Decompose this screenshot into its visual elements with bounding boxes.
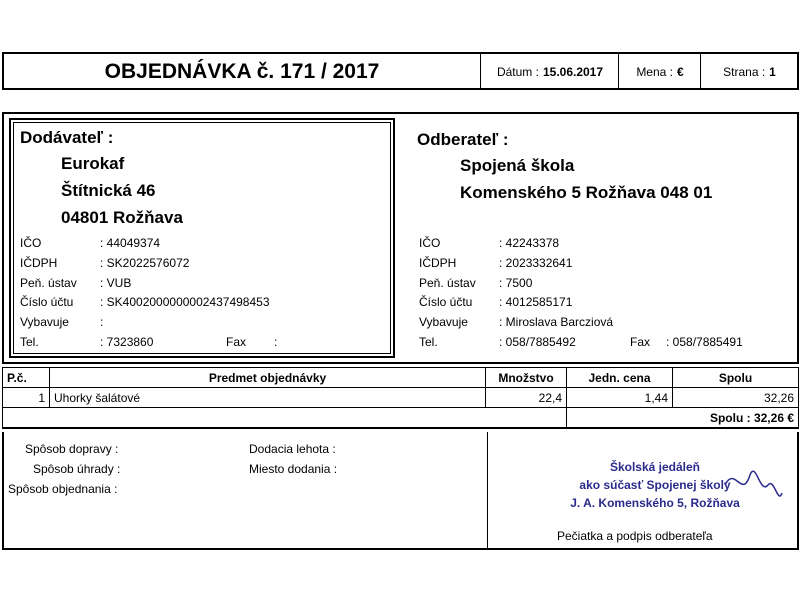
transport-label: Spôsob dopravy : [25, 442, 119, 456]
date-cell [480, 54, 619, 90]
header-qty: Množstvo [486, 368, 567, 388]
customer-icdph-value: : 2023332641 [499, 256, 573, 270]
supplier-fax-label: Fax [226, 335, 247, 349]
row-price: 1,44 [567, 388, 673, 408]
supplier-ico-label: IČO [20, 236, 42, 250]
supplier-account-value: : SK4002000000002437498453 [100, 295, 270, 309]
page-label: Strana : [723, 65, 766, 79]
table-row [3, 388, 799, 408]
page-cell [700, 54, 798, 90]
customer-bank [419, 276, 532, 290]
customer-bank-label: Peň. ústav [419, 276, 476, 290]
supplier-handler-label: Vybavuje [20, 315, 69, 329]
supplier-fax [226, 335, 277, 349]
customer-ico-value: : 42243378 [499, 236, 560, 250]
customer-bank-value: : 7500 [499, 276, 533, 290]
supplier-account-label: Číslo účtu [20, 295, 74, 309]
row-pc: 1 [3, 388, 50, 408]
header-item: Predmet objednávky [50, 368, 486, 388]
customer-handler-value: : Miroslava Barcziová [499, 315, 614, 329]
customer-account-value: : 4012585171 [499, 295, 573, 309]
customer-address: Komenského 5 Rožňava 048 01 [460, 183, 713, 202]
customer-fax-value: : 058/7885491 [666, 335, 743, 349]
ordering-label: Spôsob objednania : [8, 482, 118, 496]
signature-label: Pečiatka a podpis odberateľa [557, 529, 713, 543]
customer-tel-value: : 058/7885492 [499, 335, 576, 349]
supplier-icdph [20, 256, 189, 270]
supplier-ico-value: : 44049374 [100, 236, 161, 250]
date-value: 15.06.2017 [542, 65, 604, 79]
footer-divider [487, 432, 488, 550]
customer-account [419, 295, 572, 309]
items-table [2, 367, 799, 429]
customer-ico-label: IČO [419, 236, 441, 250]
customer-name: Spojená škola [460, 156, 575, 175]
supplier-handler [20, 315, 103, 329]
customer-title: Odberateľ : [417, 130, 509, 149]
customer-fax-label: Fax [630, 335, 651, 349]
currency-label: Mena : [636, 65, 673, 79]
supplier-tel [20, 335, 153, 349]
customer-handler [419, 315, 613, 329]
signature [720, 455, 790, 515]
supplier-bank [20, 276, 131, 290]
supplier-tel-label: Tel. [20, 335, 39, 349]
supplier-handler-value: : [100, 315, 104, 329]
row-item: Uhorky šalátové [50, 388, 486, 408]
sum-row [3, 408, 799, 429]
customer-tel [419, 335, 576, 349]
supplier-icdph-label: IČDPH [20, 256, 58, 270]
row-qty: 22,4 [486, 388, 567, 408]
payment-label: Spôsob úhrady : [33, 462, 121, 476]
supplier-ico [20, 236, 160, 250]
table-header-row [3, 368, 799, 388]
customer-ico [419, 236, 559, 250]
delivery-time-label: Dodacia lehota : [249, 442, 336, 456]
supplier-bank-value: : VUB [100, 276, 132, 290]
order-header [2, 52, 799, 90]
supplier-bank-label: Peň. ústav [20, 276, 77, 290]
supplier-account [20, 295, 270, 309]
supplier-icdph-value: : SK2022576072 [100, 256, 190, 270]
customer-fax [630, 335, 743, 349]
customer-icdph-label: IČDPH [419, 256, 457, 270]
row-total: 32,26 [673, 388, 799, 408]
page-value: 1 [769, 65, 776, 79]
delivery-place-label: Miesto dodania : [249, 462, 338, 476]
supplier-street: Štítnická 46 [61, 181, 156, 200]
customer-handler-label: Vybavuje [419, 315, 468, 329]
header-pc: P.č. [3, 368, 50, 388]
date-label: Dátum : [496, 65, 539, 79]
currency-value: € [677, 65, 684, 79]
stamp-line-2: ako súčasť Spojenej školy [579, 478, 731, 492]
customer-account-label: Číslo účtu [419, 295, 473, 309]
customer-tel-label: Tel. [419, 335, 438, 349]
supplier-name: Eurokaf [61, 154, 125, 173]
stamp-line-3: J. A. Komenského 5, Rožňava [570, 496, 740, 510]
supplier-title: Dodávateľ : [20, 128, 114, 147]
header-total: Spolu [673, 368, 799, 388]
header-price: Jedn. cena [567, 368, 673, 388]
currency-cell [618, 54, 701, 90]
stamp-line-1: Školská jedáleň [609, 460, 701, 474]
supplier-city: 04801 Rožňava [61, 208, 183, 227]
customer-icdph [419, 256, 572, 270]
order-title: OBJEDNÁVKA č. 171 / 2017 [104, 60, 380, 83]
supplier-tel-value: : 7323860 [100, 335, 154, 349]
supplier-fax-value: : [274, 335, 278, 349]
sum-value: Spolu : 32,26 € [567, 408, 799, 429]
